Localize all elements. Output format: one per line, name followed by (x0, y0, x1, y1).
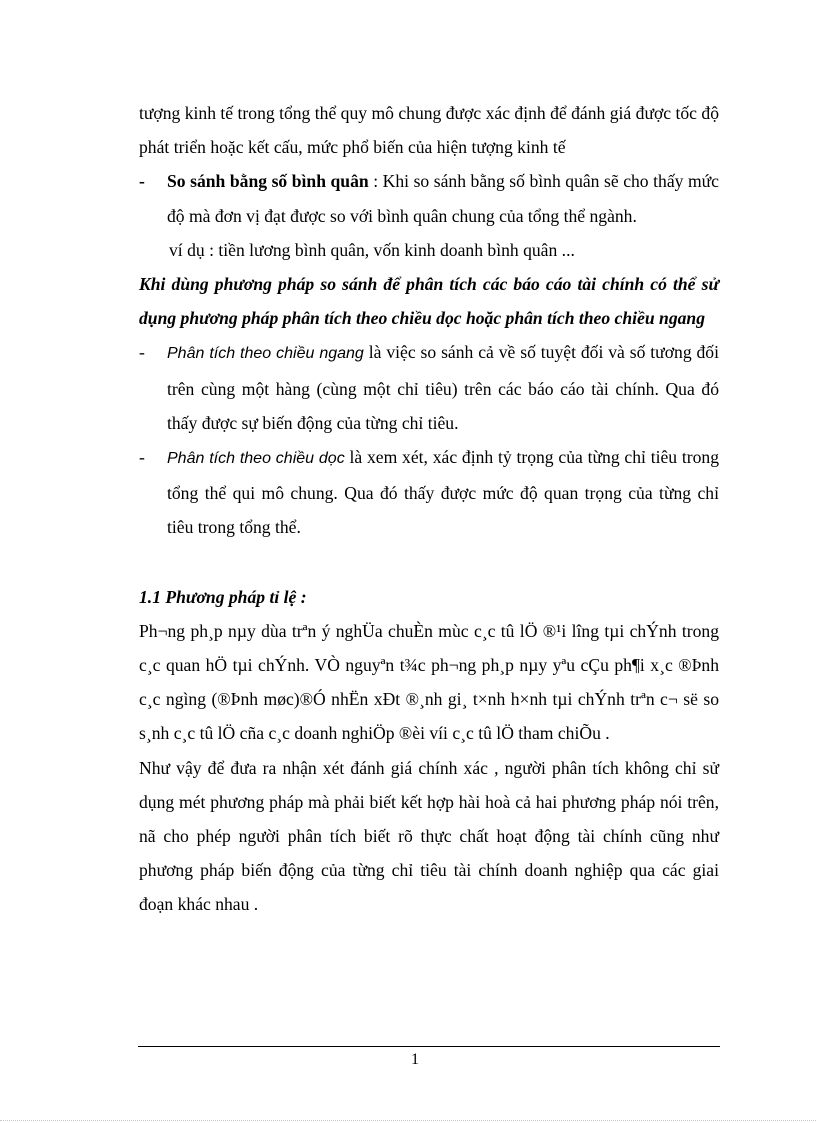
bullet-dash: - (139, 171, 145, 192)
bullet-dash: - (139, 447, 145, 468)
bullet-text: là việc so sánh cả về số tuyệt đối và số tương đối trên cùng một hàng (cùng một chỉ tiêu) trên các báo cáo tài chính. Qua đó thấy được sự biến động của từng chỉ tiêu. (167, 342, 719, 433)
paragraph-example: ví dụ : tiền lương bình quân, vốn kinh doanh bình quân ... (169, 239, 575, 260)
paragraph-intro: tượng kinh tế trong tổng thể quy mô chung được xác định để đánh giá được tốc độ phát triển hoặc kết cấu, mức phổ biến của hiện tượng kinh tế (139, 103, 719, 158)
bullet-dash: - (139, 342, 145, 363)
document-body (139, 96, 719, 922)
paragraph-conclusion: Như vậy để đưa ra nhận xét đánh giá chính xác , người phân tích không chỉ sử dụng mét phương pháp mà phải biết kết hợp hài hoà cả hai phương pháp nói trên, nã cho phép người phân tích biết rõ thực chất hoạt động tài chính cũng như phương pháp biến động của từng chỉ tiêu tài chính doanh nghiệp qua các giai đoạn khác nhau . (139, 757, 719, 915)
bullet-term: Phân tích theo chiều dọc (167, 450, 345, 468)
section-heading: 1.1 Phương pháp tỉ lệ : (139, 586, 307, 607)
bullet-term: So sánh bằng số bình quân (167, 171, 369, 192)
bullet-text: : Khi so sánh bằng số bình quân sẽ cho thấy mức độ mà đơn vị đạt được so với bình quân chung của tổng thể ngành. (167, 171, 719, 226)
footer-rule (138, 1046, 720, 1047)
bullet-horizontal-analysis (139, 335, 719, 440)
paragraph-garbled: Ph¬ng ph¸p nµy dùa trªn ý nghÜa chuÈn mùc c¸c tû lÖ ®¹i lîng tµi chÝnh trong c¸c quan hÖ tµi chÝnh. VÒ nguyªn t¾c ph¬ng ph¸p nµy yªu cÇu ph¶i x¸c ®Þnh c¸c ngìng (®Þnh møc)®Ó nhËn xÐt ®¸nh gi¸ t×nh h×nh tµi chÝnh trªn c¬ së so s¸nh c¸c tû lÖ cña c¸c doanh nghiÖp ®èi víi c¸c tû lÖ tham chiÕu . (139, 620, 719, 744)
bullet-vertical-analysis (139, 440, 719, 545)
page-edge-divider (0, 1120, 816, 1121)
paragraph-bold-italic: Khi dùng phương pháp so sánh để phân tích các báo cáo tài chính có thể sử dụng phương pháp phân tích theo chiều dọc hoặc phân tích theo chiều ngang (139, 274, 719, 329)
bullet-average-comparison (139, 164, 719, 232)
bullet-text: là xem xét, xác định tỷ trọng của từng chỉ tiêu trong tổng thể qui mô chung. Qua đó thấy được mức độ quan trọng của từng chỉ tiêu trong tổng thể. (167, 447, 719, 538)
bullet-term: Phân tích theo chiều ngang (167, 345, 364, 363)
page-number: 1 (411, 1051, 419, 1068)
